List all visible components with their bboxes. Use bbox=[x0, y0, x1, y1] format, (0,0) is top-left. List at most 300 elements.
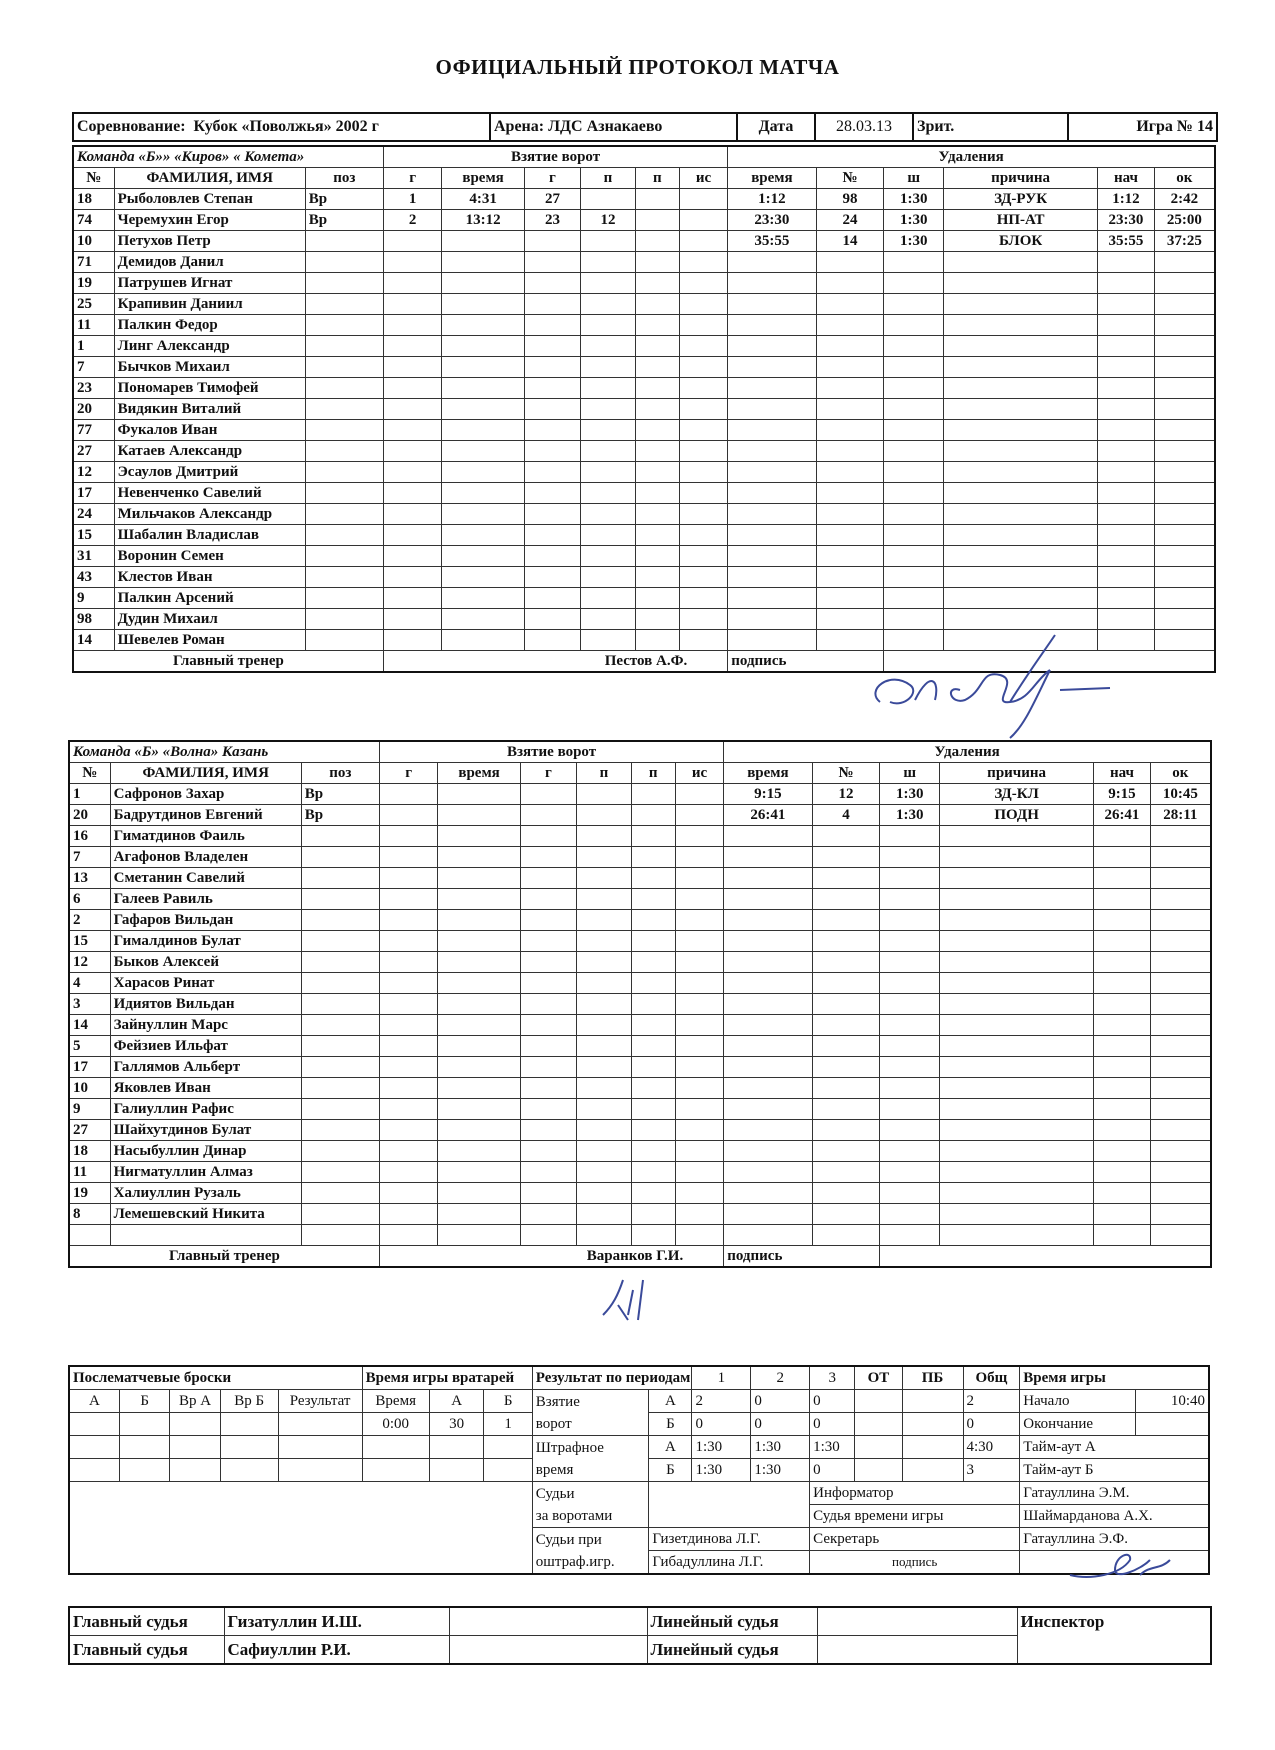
penalty-reason: БЛОК bbox=[944, 231, 1098, 252]
head-coach-label: Главный тренер bbox=[73, 651, 383, 673]
period-col: 2 bbox=[751, 1366, 810, 1390]
penalty-end bbox=[1154, 315, 1215, 336]
goal-p bbox=[581, 336, 635, 357]
secretary-name: Гатауллина Э.Ф. bbox=[1020, 1528, 1209, 1551]
player-position bbox=[301, 994, 379, 1015]
pim-b-cell: Б bbox=[649, 1459, 692, 1482]
penalty-reason bbox=[944, 441, 1098, 462]
penalty-reason bbox=[944, 609, 1098, 630]
player-number: 4 bbox=[69, 973, 110, 994]
goal-g2 bbox=[524, 294, 581, 315]
player-row bbox=[73, 231, 1215, 252]
goal-g bbox=[383, 483, 442, 504]
player-name: Шевелев Роман bbox=[114, 630, 305, 651]
referees-table bbox=[68, 1606, 1212, 1665]
goal-p bbox=[581, 252, 635, 273]
player-position bbox=[301, 1162, 379, 1183]
penalty-end bbox=[1154, 294, 1215, 315]
goals-a-cell: 0 bbox=[810, 1390, 855, 1413]
goal-g bbox=[379, 931, 438, 952]
gk-col: А bbox=[429, 1390, 484, 1413]
penalty-sh bbox=[880, 1015, 940, 1036]
penalty-reason bbox=[940, 1057, 1094, 1078]
penalty-time bbox=[724, 1225, 812, 1246]
player-row bbox=[69, 1120, 1211, 1141]
penalty-reason bbox=[940, 1204, 1094, 1225]
penalty-end bbox=[1150, 1204, 1211, 1225]
penalty-num bbox=[816, 399, 884, 420]
penalty-reason: НП-АТ bbox=[944, 210, 1098, 231]
goal-p2 bbox=[635, 231, 679, 252]
player-position bbox=[305, 483, 383, 504]
penalty-start: 9:15 bbox=[1094, 784, 1151, 805]
goal-p bbox=[581, 441, 635, 462]
goal-g2 bbox=[524, 567, 581, 588]
goal-g2 bbox=[524, 546, 581, 567]
column-header-g2: г bbox=[524, 168, 581, 189]
goal-p2 bbox=[631, 826, 675, 847]
goal-is bbox=[675, 1183, 723, 1204]
player-position bbox=[301, 1120, 379, 1141]
penalty-sh bbox=[880, 1225, 940, 1246]
penalty-end bbox=[1154, 567, 1215, 588]
penalty-start bbox=[1094, 1120, 1151, 1141]
goals-section-title: Взятие ворот bbox=[383, 146, 727, 168]
player-position bbox=[301, 1141, 379, 1162]
penalty-reason: ПОДН bbox=[940, 805, 1094, 826]
player-row bbox=[73, 357, 1215, 378]
goal-p bbox=[577, 1183, 631, 1204]
column-header-p: п bbox=[581, 168, 635, 189]
penalty-end bbox=[1154, 336, 1215, 357]
penalty-num bbox=[812, 1225, 880, 1246]
penalty-start bbox=[1094, 1036, 1151, 1057]
goal-p bbox=[577, 1162, 631, 1183]
shootout-col: Б bbox=[119, 1390, 169, 1413]
goal-p bbox=[581, 420, 635, 441]
player-number: 10 bbox=[73, 231, 114, 252]
player-name: Гафаров Вильдан bbox=[110, 910, 301, 931]
penalty-time: 1:12 bbox=[728, 189, 816, 210]
game-number: Игра № 14 bbox=[1068, 113, 1217, 141]
goal-g2 bbox=[524, 399, 581, 420]
penalty-num: 4 bbox=[812, 805, 880, 826]
goal-g bbox=[383, 462, 442, 483]
gk-value: 30 bbox=[429, 1413, 484, 1436]
goal-p bbox=[581, 546, 635, 567]
goal-is bbox=[679, 294, 727, 315]
player-name: Насыбуллин Динар bbox=[110, 1141, 301, 1162]
player-name: Галиуллин Рафис bbox=[110, 1099, 301, 1120]
goal-time bbox=[438, 1225, 520, 1246]
penalty-sh bbox=[884, 420, 944, 441]
goal-p bbox=[581, 294, 635, 315]
goal-is bbox=[679, 252, 727, 273]
goal-is bbox=[679, 525, 727, 546]
goal-p bbox=[577, 1015, 631, 1036]
penalty-reason bbox=[944, 567, 1098, 588]
player-position bbox=[305, 420, 383, 441]
shootout-title: Послематчевые броски bbox=[69, 1366, 362, 1390]
penalty-end bbox=[1150, 973, 1211, 994]
player-number: 20 bbox=[73, 399, 114, 420]
column-header-pen_reason: причина bbox=[940, 763, 1094, 784]
goal-time bbox=[438, 973, 520, 994]
goal-g2 bbox=[520, 1015, 577, 1036]
penalty-num bbox=[816, 294, 884, 315]
match-header bbox=[72, 112, 1218, 142]
informer-name: Гатауллина Э.М. bbox=[1020, 1482, 1209, 1505]
penalty-time bbox=[724, 931, 812, 952]
player-position bbox=[305, 294, 383, 315]
penalty-end bbox=[1150, 826, 1211, 847]
goal-p bbox=[577, 1141, 631, 1162]
penalty-time bbox=[724, 1204, 812, 1225]
goal-p2 bbox=[631, 868, 675, 889]
goal-g bbox=[379, 994, 438, 1015]
penalty-num bbox=[812, 868, 880, 889]
goal-g2 bbox=[520, 1036, 577, 1057]
player-row bbox=[69, 1036, 1211, 1057]
player-number: 15 bbox=[69, 931, 110, 952]
penalty-start bbox=[1098, 357, 1155, 378]
player-row bbox=[69, 1204, 1211, 1225]
player-name: Эсаулов Дмитрий bbox=[114, 462, 305, 483]
penalty-time bbox=[724, 1141, 812, 1162]
goal-is bbox=[679, 189, 727, 210]
penalty-time bbox=[728, 357, 816, 378]
penalty-time bbox=[728, 378, 816, 399]
goal-g bbox=[379, 1015, 438, 1036]
goals-a-cell bbox=[855, 1390, 902, 1413]
penalty-reason bbox=[944, 420, 1098, 441]
goal-time bbox=[438, 1141, 520, 1162]
player-number: 11 bbox=[73, 315, 114, 336]
penalty-num bbox=[812, 1204, 880, 1225]
player-row bbox=[69, 805, 1211, 826]
penalty-time bbox=[724, 994, 812, 1015]
penalty-start bbox=[1098, 546, 1155, 567]
penalty-num bbox=[812, 994, 880, 1015]
player-name: Шабалин Владислав bbox=[114, 525, 305, 546]
player-row bbox=[69, 868, 1211, 889]
goal-p2 bbox=[635, 609, 679, 630]
goal-p2 bbox=[635, 483, 679, 504]
goal-p2 bbox=[635, 399, 679, 420]
player-name: Клестов Иван bbox=[114, 567, 305, 588]
pim-b-cell: 1:30 bbox=[751, 1459, 810, 1482]
penalty-reason bbox=[944, 273, 1098, 294]
penalty-end bbox=[1150, 889, 1211, 910]
goal-g bbox=[383, 399, 442, 420]
goals-a-cell bbox=[902, 1390, 963, 1413]
penalty-reason bbox=[940, 847, 1094, 868]
team-name: Команда «Б» «Волна» Казань bbox=[69, 741, 379, 763]
goal-time bbox=[438, 931, 520, 952]
player-position bbox=[305, 336, 383, 357]
penalty-end bbox=[1154, 609, 1215, 630]
penalty-num bbox=[812, 847, 880, 868]
player-row bbox=[69, 826, 1211, 847]
secretary-signature bbox=[1020, 1551, 1209, 1575]
date-value: 28.03.13 bbox=[815, 113, 913, 141]
penalty-sh bbox=[884, 567, 944, 588]
penalty-num bbox=[816, 525, 884, 546]
penalty-sh bbox=[884, 483, 944, 504]
penalty-num bbox=[816, 630, 884, 651]
player-number: 16 bbox=[69, 826, 110, 847]
player-number: 74 bbox=[73, 210, 114, 231]
goals-a-cell: 2 bbox=[963, 1390, 1020, 1413]
goal-g2 bbox=[524, 630, 581, 651]
goal-time bbox=[442, 273, 524, 294]
goal-is bbox=[679, 609, 727, 630]
goal-g2 bbox=[524, 336, 581, 357]
penalty-end bbox=[1154, 399, 1215, 420]
goal-p bbox=[577, 952, 631, 973]
penalty-sh bbox=[884, 441, 944, 462]
penalty-sh bbox=[880, 1057, 940, 1078]
penalty-sh bbox=[880, 952, 940, 973]
player-name: Быков Алексей bbox=[110, 952, 301, 973]
period-col: ПБ bbox=[902, 1366, 963, 1390]
gk-value: 0:00 bbox=[362, 1413, 429, 1436]
penalty-sh: 1:30 bbox=[884, 210, 944, 231]
player-name: Демидов Данил bbox=[114, 252, 305, 273]
goal-time bbox=[442, 252, 524, 273]
penalty-num bbox=[816, 273, 884, 294]
penalty-num bbox=[812, 1015, 880, 1036]
goal-time bbox=[442, 567, 524, 588]
period-col: 1 bbox=[692, 1366, 751, 1390]
player-row bbox=[73, 483, 1215, 504]
goal-is bbox=[675, 1162, 723, 1183]
penalties-section-title: Удаления bbox=[724, 741, 1211, 763]
penalty-start: 1:12 bbox=[1098, 189, 1155, 210]
goal-p2 bbox=[635, 567, 679, 588]
goal-time bbox=[438, 784, 520, 805]
penalty-reason bbox=[944, 504, 1098, 525]
penalty-end bbox=[1154, 483, 1215, 504]
player-row bbox=[69, 1057, 1211, 1078]
penalty-start bbox=[1094, 910, 1151, 931]
penalty-start bbox=[1098, 462, 1155, 483]
goal-p2 bbox=[631, 1099, 675, 1120]
player-row bbox=[69, 1015, 1211, 1036]
penalty-start bbox=[1098, 441, 1155, 462]
penalty-reason bbox=[940, 994, 1094, 1015]
goal-time bbox=[442, 357, 524, 378]
goal-is bbox=[679, 210, 727, 231]
goal-is bbox=[679, 315, 727, 336]
goal-g bbox=[379, 805, 438, 826]
goal-time bbox=[438, 1162, 520, 1183]
goal-p2 bbox=[631, 952, 675, 973]
player-position bbox=[305, 504, 383, 525]
penalty-time: 35:55 bbox=[728, 231, 816, 252]
player-row bbox=[69, 1183, 1211, 1204]
goals-b-cell: 0 bbox=[692, 1413, 751, 1436]
penalty-sh bbox=[884, 357, 944, 378]
player-row bbox=[73, 273, 1215, 294]
goals-b-cell: 0 bbox=[963, 1413, 1020, 1436]
penalty-reason bbox=[940, 952, 1094, 973]
column-header-pen_start: нач bbox=[1098, 168, 1155, 189]
column-header-num: № bbox=[69, 763, 110, 784]
pim-a-cell bbox=[902, 1436, 963, 1459]
penalty-num bbox=[812, 1099, 880, 1120]
penalty-time: 23:30 bbox=[728, 210, 816, 231]
goal-is bbox=[675, 889, 723, 910]
gk-time-title: Время игры вратарей bbox=[362, 1366, 532, 1390]
penalty-end bbox=[1154, 273, 1215, 294]
penalty-time bbox=[724, 910, 812, 931]
goal-g2 bbox=[524, 315, 581, 336]
goal-p2 bbox=[631, 1162, 675, 1183]
goal-p2 bbox=[635, 336, 679, 357]
goal-g2 bbox=[524, 441, 581, 462]
penalty-end bbox=[1150, 868, 1211, 889]
shootout-col: Вр А bbox=[170, 1390, 220, 1413]
timeout-b: Тайм-аут Б bbox=[1020, 1459, 1209, 1482]
pen-judges-label: Судьи при оштраф.игр. bbox=[532, 1528, 649, 1575]
player-name: Галлямов Альберт bbox=[110, 1057, 301, 1078]
goal-time bbox=[438, 1099, 520, 1120]
pim-a-cell: 4:30 bbox=[963, 1436, 1020, 1459]
coach-b-signature bbox=[598, 1275, 668, 1325]
goal-g bbox=[379, 973, 438, 994]
player-position: Вр bbox=[301, 805, 379, 826]
player-row bbox=[73, 441, 1215, 462]
player-name: Идиятов Вильдан bbox=[110, 994, 301, 1015]
player-number: 8 bbox=[69, 1204, 110, 1225]
chief-referee-label: Главный судья bbox=[69, 1636, 224, 1665]
player-row bbox=[69, 931, 1211, 952]
pim-a-cell: А bbox=[649, 1436, 692, 1459]
goal-g bbox=[383, 504, 442, 525]
goal-p2 bbox=[631, 1141, 675, 1162]
pen-judge-b: Гибадуллина Л.Г. bbox=[649, 1551, 810, 1575]
penalty-start bbox=[1094, 1057, 1151, 1078]
penalty-start bbox=[1098, 588, 1155, 609]
player-name: Палкин Федор bbox=[114, 315, 305, 336]
penalty-reason bbox=[940, 1183, 1094, 1204]
goal-is bbox=[675, 1057, 723, 1078]
column-header-pos: поз bbox=[305, 168, 383, 189]
column-header-pen_num: № bbox=[816, 168, 884, 189]
player-position bbox=[301, 1078, 379, 1099]
player-name: Агафонов Владелен bbox=[110, 847, 301, 868]
player-number: 20 bbox=[69, 805, 110, 826]
player-number: 71 bbox=[73, 252, 114, 273]
penalty-start bbox=[1094, 826, 1151, 847]
goal-g: 2 bbox=[383, 210, 442, 231]
penalty-time bbox=[728, 399, 816, 420]
player-name: Патрушев Игнат bbox=[114, 273, 305, 294]
player-name: Крапивин Даниил bbox=[114, 294, 305, 315]
penalty-end bbox=[1154, 504, 1215, 525]
linesman-label: Линейный судья bbox=[647, 1607, 817, 1636]
penalty-reason bbox=[940, 1225, 1094, 1246]
summary-table bbox=[68, 1365, 1210, 1575]
player-position bbox=[305, 441, 383, 462]
goal-is bbox=[675, 868, 723, 889]
goal-p bbox=[577, 847, 631, 868]
penalty-reason bbox=[940, 1015, 1094, 1036]
goal-p2 bbox=[631, 1225, 675, 1246]
goal-g bbox=[379, 1036, 438, 1057]
penalty-time bbox=[728, 525, 816, 546]
penalty-start bbox=[1098, 294, 1155, 315]
goal-p bbox=[581, 357, 635, 378]
penalty-start bbox=[1098, 504, 1155, 525]
penalty-sh bbox=[880, 994, 940, 1015]
penalty-time bbox=[724, 952, 812, 973]
penalty-time bbox=[728, 441, 816, 462]
player-number: 18 bbox=[69, 1141, 110, 1162]
penalty-time bbox=[724, 847, 812, 868]
goal-g bbox=[383, 252, 442, 273]
player-position bbox=[305, 273, 383, 294]
goal-is bbox=[679, 273, 727, 294]
player-row bbox=[73, 525, 1215, 546]
penalty-sh bbox=[880, 1078, 940, 1099]
penalty-num bbox=[812, 952, 880, 973]
column-header-pen_time: время bbox=[728, 168, 816, 189]
player-position bbox=[305, 525, 383, 546]
period-col: Общ bbox=[963, 1366, 1020, 1390]
goal-p2 bbox=[631, 784, 675, 805]
player-number: 27 bbox=[73, 441, 114, 462]
penalty-reason bbox=[940, 868, 1094, 889]
player-number: 15 bbox=[73, 525, 114, 546]
penalty-time bbox=[728, 462, 816, 483]
penalty-time bbox=[728, 315, 816, 336]
player-position bbox=[305, 609, 383, 630]
player-name bbox=[110, 1225, 301, 1246]
player-position bbox=[301, 973, 379, 994]
goal-g bbox=[379, 910, 438, 931]
penalty-time bbox=[728, 567, 816, 588]
penalty-end bbox=[1154, 630, 1215, 651]
goal-is bbox=[679, 441, 727, 462]
goal-time bbox=[442, 441, 524, 462]
arena-cell: Арена: ЛДС Азнакаево bbox=[490, 113, 737, 141]
goal-is bbox=[679, 420, 727, 441]
player-position bbox=[301, 826, 379, 847]
penalty-num bbox=[816, 252, 884, 273]
player-number: 27 bbox=[69, 1120, 110, 1141]
penalty-time bbox=[724, 1162, 812, 1183]
penalty-start bbox=[1094, 847, 1151, 868]
goal-is bbox=[675, 931, 723, 952]
penalty-end bbox=[1150, 1141, 1211, 1162]
penalty-time bbox=[728, 420, 816, 441]
pim-b-cell bbox=[855, 1459, 902, 1482]
goal-g bbox=[379, 1078, 438, 1099]
goal-g2 bbox=[520, 1078, 577, 1099]
penalty-sh: 1:30 bbox=[884, 231, 944, 252]
penalty-time bbox=[724, 868, 812, 889]
goal-time bbox=[442, 630, 524, 651]
player-position bbox=[305, 252, 383, 273]
pim-b-cell: 3 bbox=[963, 1459, 1020, 1482]
pim-b-cell: 1:30 bbox=[692, 1459, 751, 1482]
penalty-time bbox=[724, 1057, 812, 1078]
player-position bbox=[301, 1099, 379, 1120]
goal-p bbox=[577, 889, 631, 910]
goal-g bbox=[379, 1099, 438, 1120]
